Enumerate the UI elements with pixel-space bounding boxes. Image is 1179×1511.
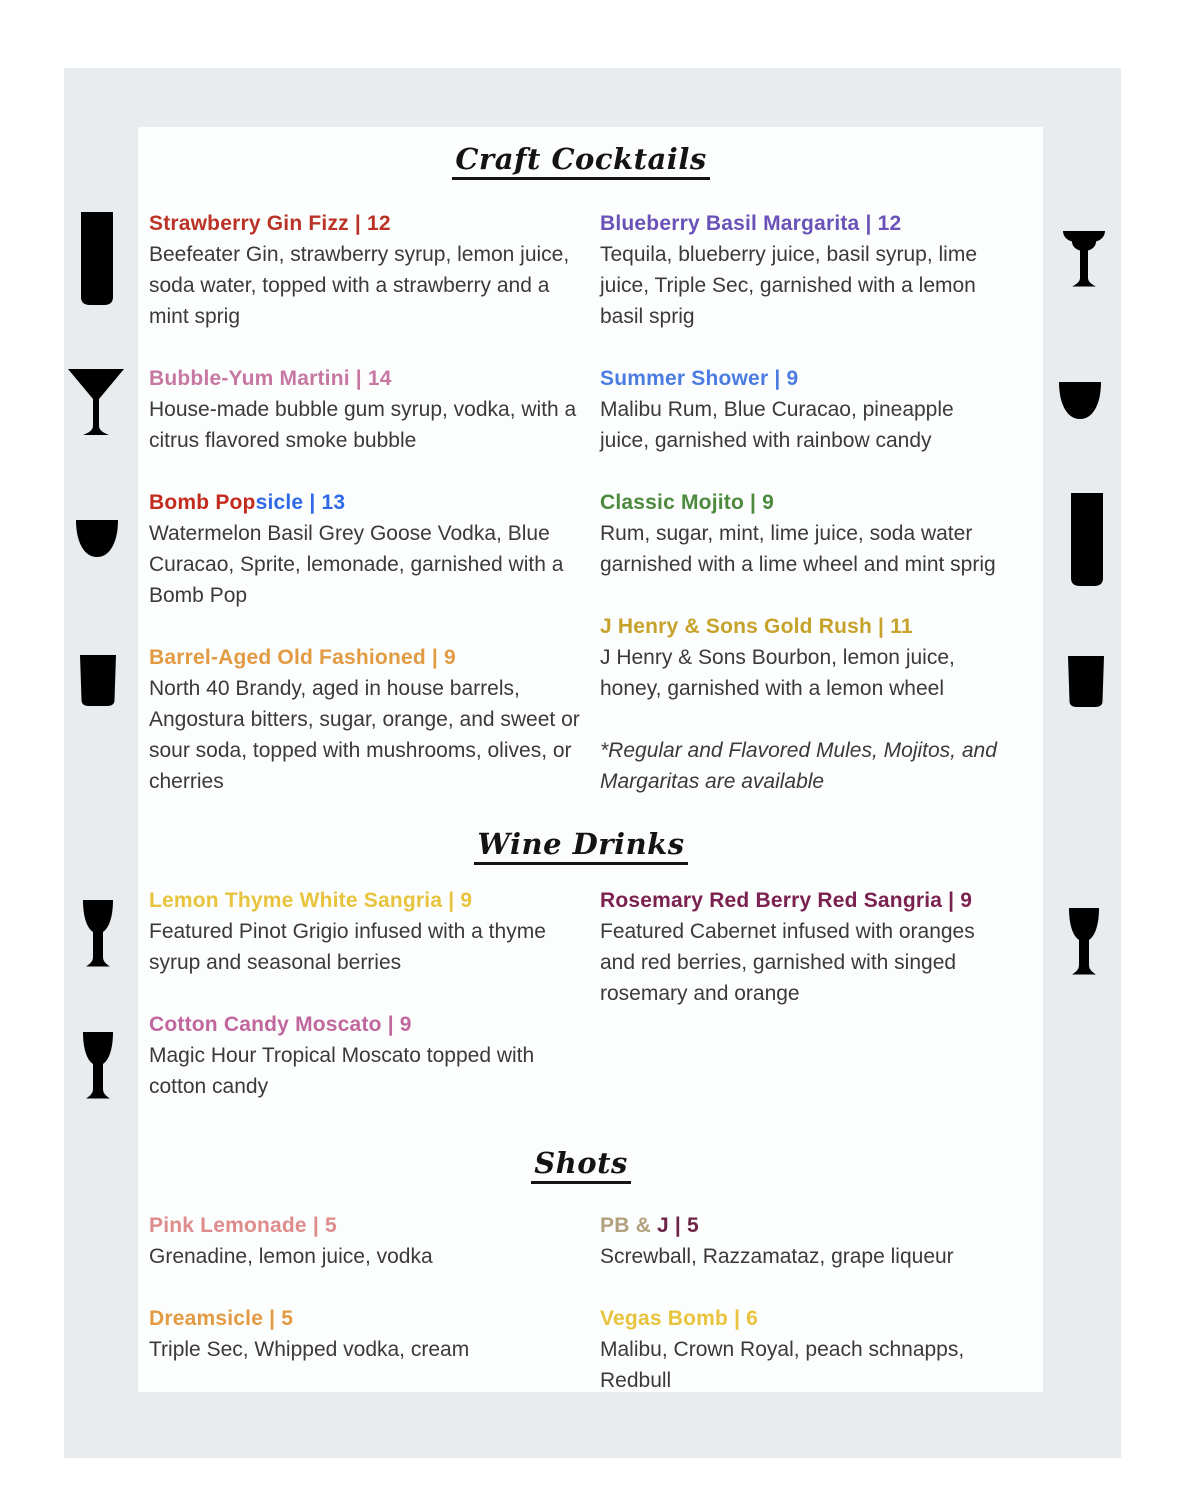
item-description: Beefeater Gin, strawberry syrup, lemon juice, soda water, topped with a strawberry and a mint sprig: [149, 243, 570, 328]
item-title-line: [149, 885, 594, 916]
item-name-and-price: J | 5: [657, 1214, 699, 1237]
menu-item: [600, 1210, 1007, 1272]
item-name-and-price: Lemon Thyme White Sangria | 9: [149, 889, 473, 912]
margarita-glass-icon: [1061, 229, 1107, 295]
menu-item: [149, 208, 594, 332]
item-title-line: [600, 487, 1007, 518]
item-title-line: [149, 642, 594, 673]
menu-item: [600, 1303, 1007, 1396]
collins-glass-icon: [1068, 491, 1106, 588]
martini-glass-icon: [66, 367, 126, 439]
item-description: Malibu Rum, Blue Curacao, pineapple juice, garnished with rainbow candy: [600, 398, 954, 452]
item-description: Malibu, Crown Royal, peach schnapps, Redbull: [600, 1338, 965, 1392]
item-name-and-price: Barrel-Aged Old Fashioned | 9: [149, 646, 456, 669]
menu-item: [600, 363, 1007, 456]
menu-item: [149, 487, 594, 611]
item-name-and-price: PB &: [600, 1214, 658, 1237]
menu-page-background: [64, 68, 1121, 1458]
item-name-and-price: Summer Shower | 9: [600, 367, 799, 390]
item-title-line: [600, 1303, 1007, 1334]
menu-section: [149, 143, 1013, 828]
item-title-line: [149, 363, 594, 394]
availability-note: *Regular and Flavored Mules, Mojitos, and Margaritas are available: [600, 739, 997, 793]
item-name-and-price: Cotton Candy Moscato | 9: [149, 1013, 412, 1036]
item-name-and-price: Bomb Pop: [149, 491, 256, 514]
item-title-line: [600, 208, 1007, 239]
menu-column: [149, 885, 600, 1133]
item-description: Featured Cabernet infused with oranges and red berries, garnished with singed rosemary and orange: [600, 920, 975, 1005]
menu-item: [600, 208, 1007, 332]
menu-item: [600, 735, 1007, 797]
rocks-glass-icon: [76, 653, 120, 709]
item-description: Tequila, blueberry juice, basil syrup, lime juice, Triple Sec, garnished with a lemon basil sprig: [600, 243, 978, 328]
item-title-line: [600, 611, 1007, 642]
menu-item: [600, 611, 1007, 704]
wine-glass-icon: [79, 1030, 117, 1108]
menu-column: [149, 1210, 600, 1427]
item-title-line: [600, 885, 1007, 916]
menu-item: [600, 885, 1007, 1009]
item-description: Grenadine, lemon juice, vodka: [149, 1245, 433, 1268]
section-title: Shots: [531, 1147, 631, 1184]
section-heading-row: [149, 1147, 1013, 1184]
menu-column: [149, 208, 600, 828]
menu-item: [149, 885, 594, 978]
coupe-glass-icon: [73, 516, 121, 560]
item-name-and-price: Dreamsicle | 5: [149, 1307, 294, 1330]
section-title: Wine Drinks: [474, 828, 687, 865]
menu-item: [149, 1009, 594, 1102]
item-title-line: [149, 1210, 594, 1241]
menu-card: [138, 127, 1043, 1392]
item-name-and-price: J Henry & Sons Gold Rush | 11: [600, 615, 913, 638]
item-description: Featured Pinot Grigio infused with a thyme syrup and seasonal berries: [149, 920, 546, 974]
item-description: J Henry & Sons Bourbon, lemon juice, honey, garnished with a lemon wheel: [600, 646, 955, 700]
section-columns: [149, 885, 1013, 1133]
menu-column: [600, 1210, 1013, 1427]
coupe-glass-icon: [1056, 378, 1104, 422]
menu-item: [149, 363, 594, 456]
collins-glass-icon: [78, 210, 116, 307]
section-title: Craft Cocktails: [452, 143, 709, 180]
menu-item: [149, 1210, 594, 1272]
menu-section: [149, 828, 1013, 1133]
item-description: Magic Hour Tropical Moscato topped with cotton candy: [149, 1044, 535, 1098]
rocks-glass-icon: [1064, 654, 1108, 710]
section-heading-row: [149, 828, 1013, 865]
item-title-line: [600, 1210, 1007, 1241]
menu-section: [149, 1147, 1013, 1427]
item-name-and-price: sicle | 13: [255, 491, 346, 514]
wine-glass-icon: [79, 898, 117, 976]
item-description: Rum, sugar, mint, lime juice, soda water garnished with a lime wheel and mint sprig: [600, 522, 996, 576]
item-name-and-price: Rosemary Red Berry Red Sangria | 9: [600, 889, 973, 912]
menu-column: [600, 208, 1013, 828]
item-name-and-price: Bubble-Yum Martini | 14: [149, 367, 392, 390]
menu-item: [600, 487, 1007, 580]
item-description: Triple Sec, Whipped vodka, cream: [149, 1338, 470, 1361]
item-title-line: [600, 363, 1007, 394]
section-columns: [149, 208, 1013, 828]
menu-column: [600, 885, 1013, 1133]
item-name-and-price: Blueberry Basil Margarita | 12: [600, 212, 902, 235]
menu-item: [149, 642, 594, 797]
item-description: House-made bubble gum syrup, vodka, with a citrus flavored smoke bubble: [149, 398, 577, 452]
item-title-line: [149, 1009, 594, 1040]
item-name-and-price: Pink Lemonade | 5: [149, 1214, 337, 1237]
item-description: North 40 Brandy, aged in house barrels, Angostura bitters, sugar, orange, and sweet or sour soda, topped with mushrooms, olives, or cherries: [149, 677, 580, 793]
section-heading-row: [149, 143, 1013, 180]
item-title-line: [149, 208, 594, 239]
item-title-line: [149, 1303, 594, 1334]
item-name-and-price: Classic Mojito | 9: [600, 491, 775, 514]
item-title-line: [149, 487, 594, 518]
menu-item: [149, 1303, 594, 1365]
item-name-and-price: Strawberry Gin Fizz | 12: [149, 212, 391, 235]
item-name-and-price: Vegas Bomb | 6: [600, 1307, 759, 1330]
section-columns: [149, 1210, 1013, 1427]
wine-glass-icon: [1065, 906, 1103, 984]
item-description: Screwball, Razzamataz, grape liqueur: [600, 1245, 954, 1268]
item-description: Watermelon Basil Grey Goose Vodka, Blue Curacao, Sprite, lemonade, garnished with a Bomb Pop: [149, 522, 564, 607]
